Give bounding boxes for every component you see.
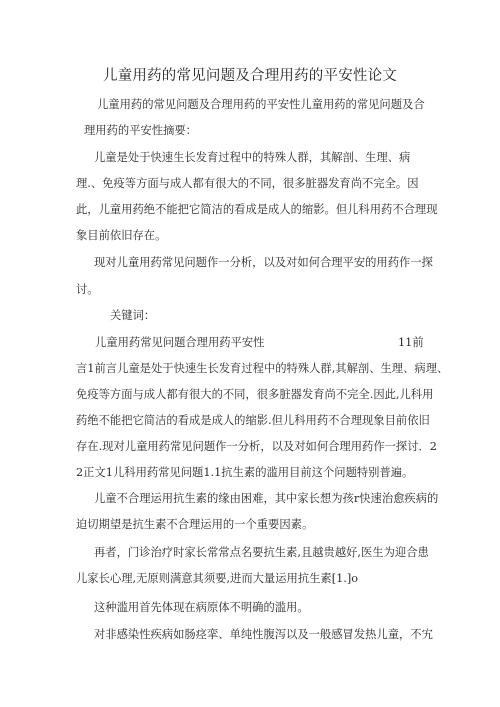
paragraph-line: 此，儿童用药绝不能把它简洁的看成是成人的缩影。但儿科用药不合理现 <box>76 203 438 216</box>
paragraph-line: 2正文1儿科用药常见问题1.1抗生素的滥用目前这个问题特别普遍。 <box>76 466 414 479</box>
paragraph-line: 儿家长心理,无原则满意其须要,进而大量运用抗生素[1.]o <box>76 572 359 585</box>
paragraph-line: 现对儿童用药常见问题作一分析，以及对如何合理平安的用药作一探 <box>94 256 433 269</box>
paragraph-line: 这种滥用首先体现在病原体不明确的滥用。 <box>94 601 309 614</box>
paragraph-line: 理用药的平安性摘要： <box>84 124 197 137</box>
paragraph-line: 存在.现对儿童用药常见问题作一分析，以及对如何合理用药作一探讨．2 <box>76 440 437 453</box>
paragraph-line: 儿童是处于快速生长发育过程中的特殊人群，其解剖、生理、病 <box>94 151 411 164</box>
paragraph-line: 言1前言儿童是处于快速生长发育过程中的特殊人群,其解剖、生理、病理、 <box>76 362 449 375</box>
paragraph-line: 药绝不能把它简洁的看成是成人的缩影.但儿科用药不合理现象目前依旧 <box>76 414 430 427</box>
paragraph-line: 儿童不合理运用抗生素的缘由困难，其中家长想为孩r快速治愈疾病的 <box>94 492 439 505</box>
keywords-number: 11前 <box>398 336 424 349</box>
paragraph-line: 再者，门诊治疗时家长常常点名要抗生素,且越贵越好,医生为迎合患 <box>94 546 429 559</box>
paragraph-line: 迫切期望是抗生素不合理运用的一个重要因素。 <box>76 518 314 531</box>
paragraph-line: 讨。 <box>76 283 99 296</box>
paragraph-line: 理.、免疫等方面与成人都有很大的不同，很多脏器发育尚不完全。因 <box>76 177 419 190</box>
paragraph-line: 对非感染性疾病如肠痉挛、单纯性腹泻以及一般感冒发热儿童，不宄 <box>94 628 433 641</box>
paragraph-line: 免疫等方面与成人都有很大的不同，很多脏器发育尚不完全.因此,儿科用 <box>76 388 434 401</box>
paragraph-line: 象目前依旧存在。 <box>76 229 167 242</box>
document-title: 儿童用药的常见问题及合理用药的平安性论文 <box>103 68 397 84</box>
keywords-label: 关键词： <box>110 309 156 322</box>
keywords-line: 儿童用药常见问题合理用药平安性 <box>95 336 265 349</box>
paragraph-line: 儿童用药的常见问题及合理用药的平安性儿童用药的常见问题及合 <box>97 98 425 111</box>
